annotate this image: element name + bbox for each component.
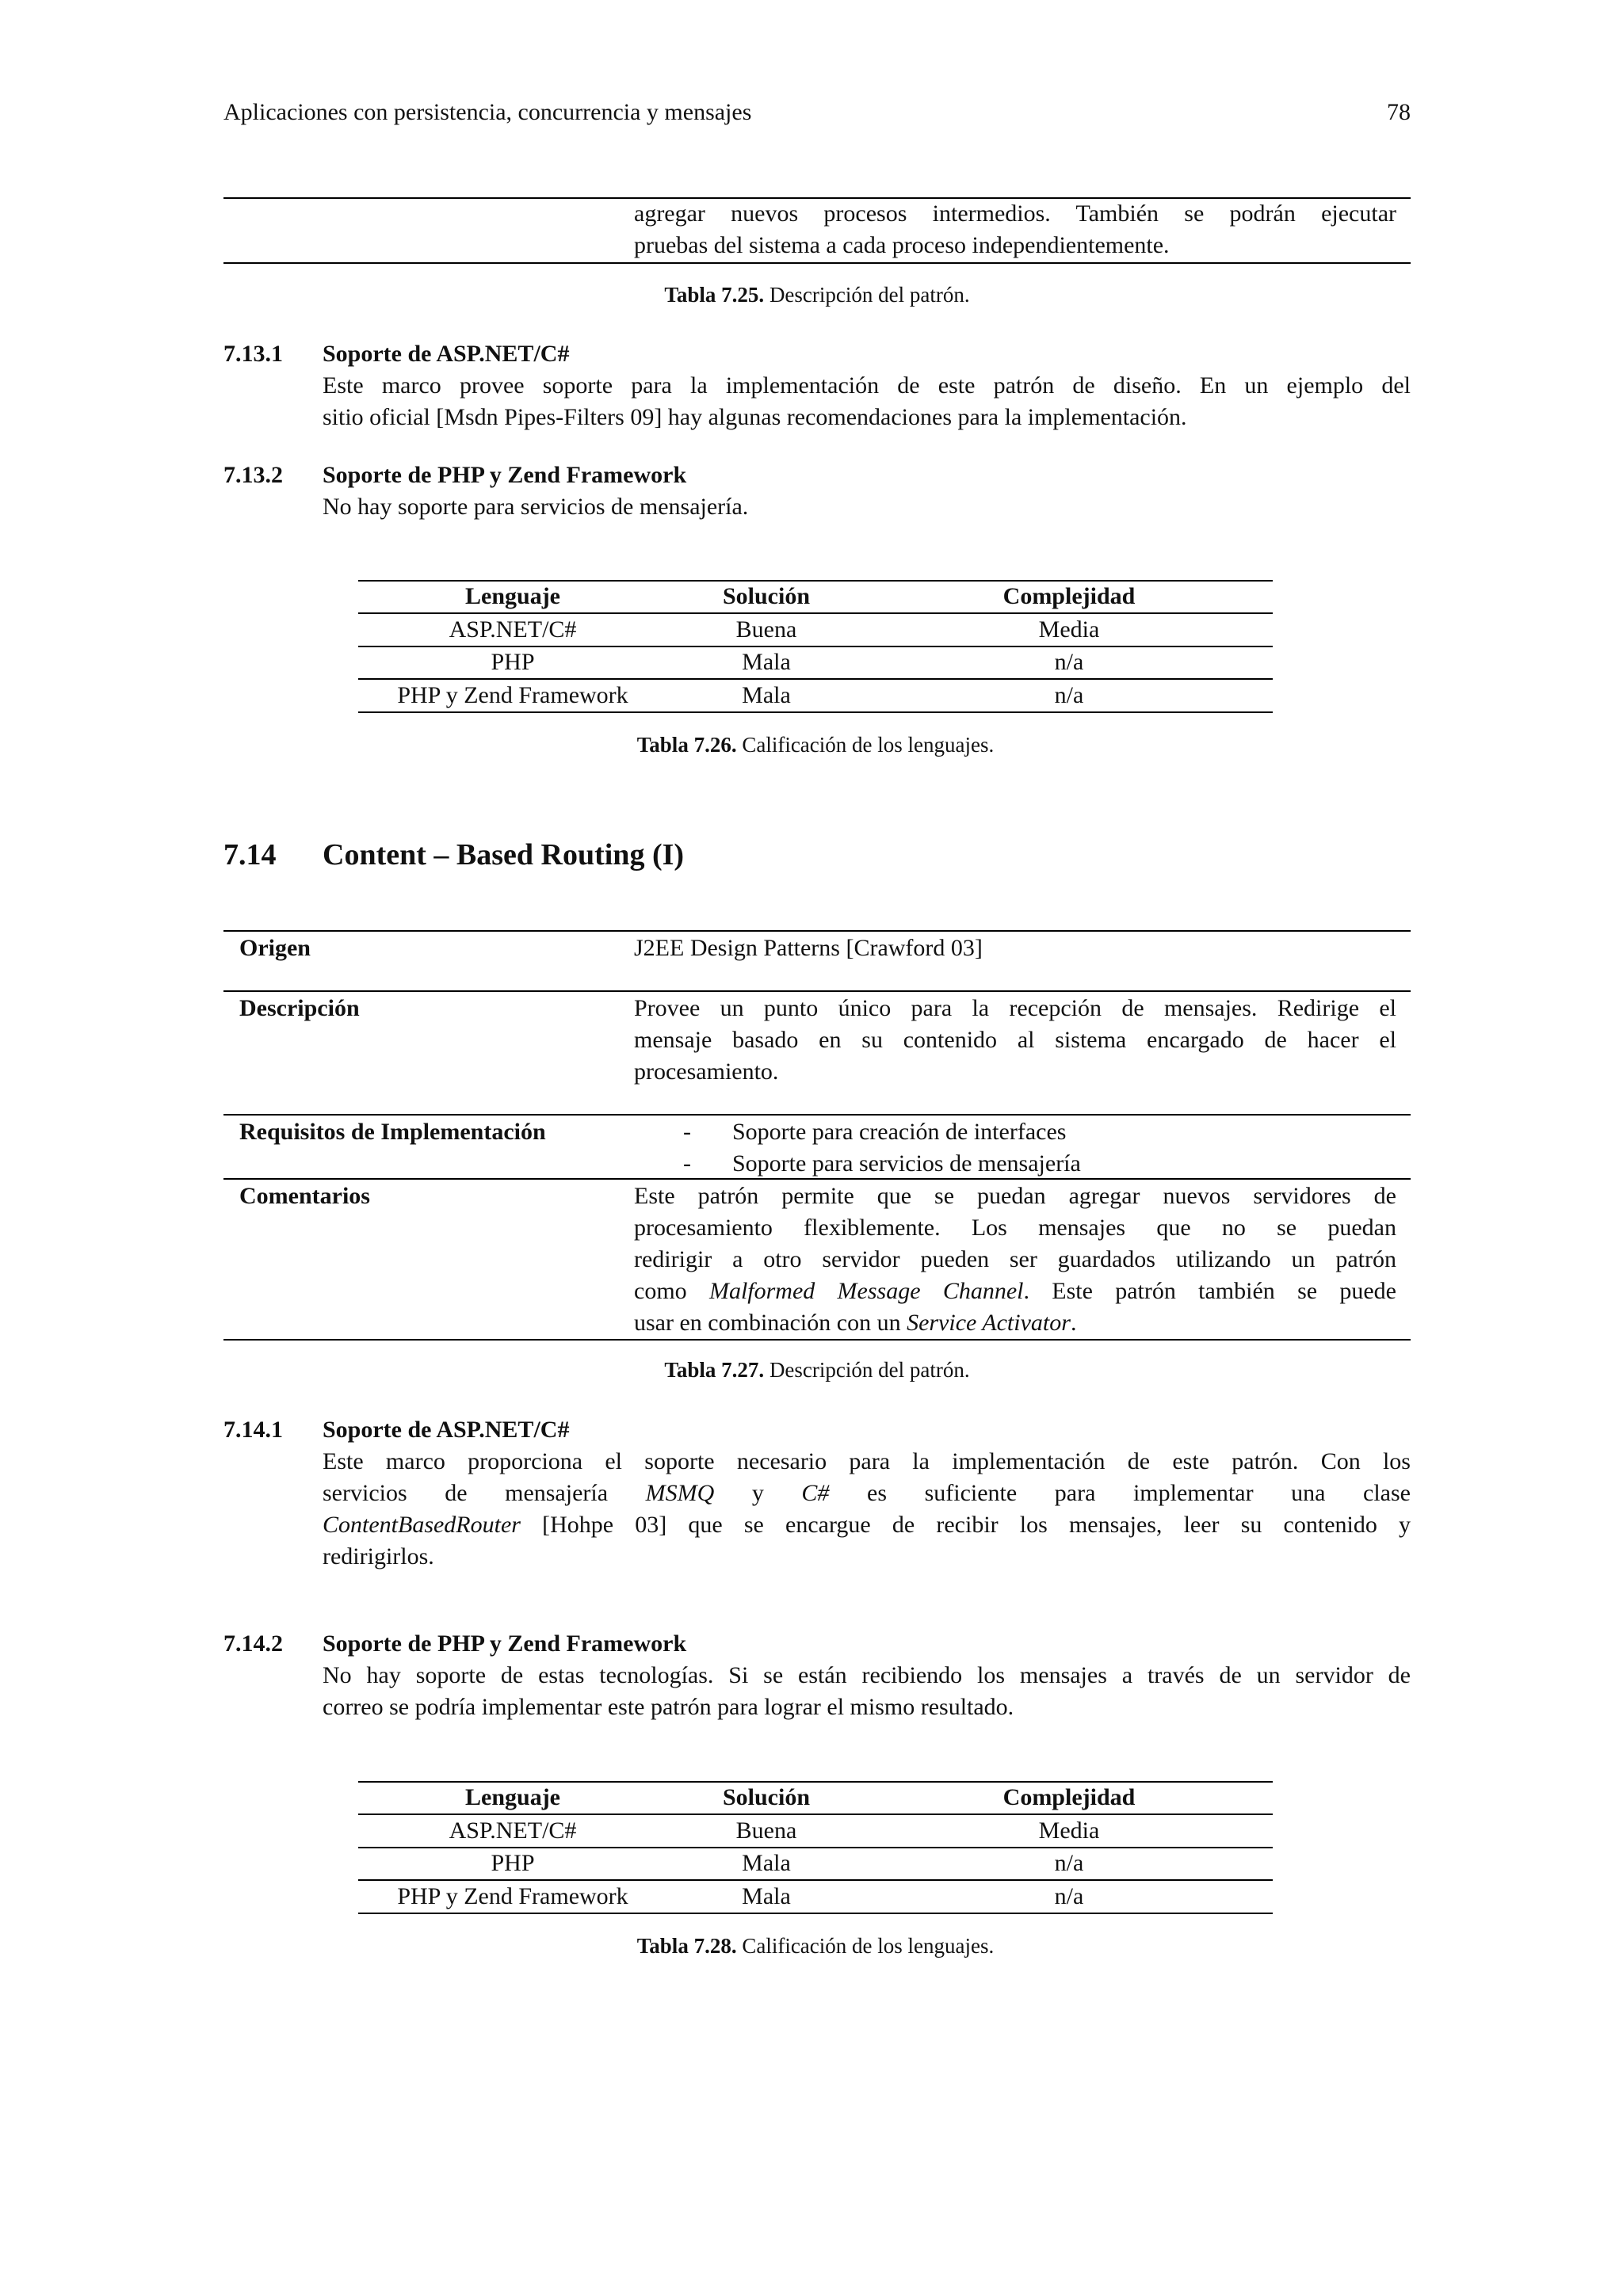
- row-value-line: mensaje basado en su contenido al sistema encargado de hacer el: [634, 1027, 1396, 1053]
- table-header-row: [358, 581, 1273, 612]
- table-row: [358, 680, 1273, 711]
- table-row: [358, 1815, 1273, 1847]
- text-run: como: [634, 1278, 709, 1304]
- table-cell-line: pruebas del sistema a cada proceso independientemente.: [634, 232, 1170, 258]
- table-rule: [358, 1913, 1273, 1914]
- list-item-text: Soporte para creación de interfaces: [732, 1119, 1067, 1145]
- header-cell: Lenguaje: [465, 1784, 560, 1810]
- section-number: 7.14.1: [223, 1417, 283, 1443]
- paragraph-line: correo se podría implementar este patrón para lograr el mismo resultado.: [323, 1694, 1014, 1720]
- section-title: Soporte de PHP y Zend Framework: [323, 462, 687, 488]
- paragraph-line: [323, 1509, 1411, 1541]
- paragraph-line: redirigirlos.: [323, 1543, 434, 1569]
- row-value-line: [634, 1276, 1396, 1307]
- table-cell: PHP y Zend Framework: [397, 682, 628, 708]
- table-cell: n/a: [1054, 649, 1084, 675]
- class-name: ContentBasedRouter: [323, 1512, 521, 1538]
- table-caption: [358, 1932, 1273, 1959]
- section-number: 7.14: [223, 838, 277, 871]
- page-number: 78: [1387, 99, 1411, 125]
- section-heading: Content – Based Routing (I): [323, 838, 685, 871]
- caption-text: Descripción del patrón.: [769, 1358, 970, 1382]
- caption-text: Descripción del patrón.: [769, 283, 970, 307]
- row-value-line: procesamiento flexiblemente. Los mensajes que no se puedan: [634, 1215, 1396, 1241]
- table-row: [358, 1881, 1273, 1913]
- table-rule: [223, 930, 1411, 932]
- row-label: Comentarios: [239, 1183, 370, 1209]
- table-row: [358, 614, 1273, 646]
- row-label: Requisitos de Implementación: [239, 1119, 546, 1145]
- table-cell: Media: [1038, 616, 1100, 643]
- table-rule: [223, 1178, 1411, 1180]
- table-cell: Buena: [735, 616, 797, 643]
- text-run: servicios de mensajería: [323, 1480, 646, 1506]
- row-value-line: redirigir a otro servidor pueden ser guardados utilizando un patrón: [634, 1246, 1396, 1272]
- table-header-row: [358, 1782, 1273, 1814]
- caption-label: Tabla 7.25.: [664, 283, 765, 307]
- table-cell: ASP.NET/C#: [449, 1817, 577, 1844]
- section-number: 7.13.2: [223, 462, 283, 488]
- list-item-text: Soporte para servicios de mensajería: [732, 1150, 1081, 1177]
- table-row: [358, 1848, 1273, 1879]
- paragraph-line: [323, 1478, 1411, 1509]
- paragraph-line: sitio oficial [Msdn Pipes-Filters 09] hay algunas recomendaciones para la implementación.: [323, 404, 1187, 430]
- header-cell: Solución: [722, 1784, 811, 1810]
- table-cell: PHP y Zend Framework: [397, 1883, 628, 1909]
- table-caption: [223, 281, 1411, 308]
- table-rule: [223, 990, 1411, 992]
- caption-text: Calificación de los lenguajes.: [742, 1934, 995, 1958]
- pattern-name: Malformed Message Channel: [708, 1278, 1024, 1304]
- section-title: Soporte de ASP.NET/C#: [323, 341, 570, 367]
- row-value-line: Este patrón permite que se puedan agregar nuevos servidores de: [634, 1183, 1396, 1209]
- header-cell: Lenguaje: [465, 583, 560, 609]
- table-cell: n/a: [1054, 682, 1084, 708]
- caption-label: Tabla 7.27.: [664, 1358, 765, 1382]
- bullet-dash: -: [683, 1119, 691, 1145]
- table-cell: n/a: [1054, 1883, 1084, 1909]
- header-cell: Complejidad: [1002, 583, 1136, 609]
- row-value-line: Provee un punto único para la recepción de mensajes. Redirige el: [634, 995, 1396, 1021]
- paragraph-line: Este marco provee soporte para la implementación de este patrón de diseño. En un ejemplo del: [323, 372, 1411, 399]
- text-run: usar en combinación con un: [634, 1310, 907, 1336]
- section-title: Soporte de ASP.NET/C#: [323, 1417, 570, 1443]
- paragraph-line: No hay soporte de estas tecnologías. Si se están recibiendo los mensajes a través de un servidor de: [323, 1662, 1411, 1688]
- running-title: Aplicaciones con persistencia, concurrencia y mensajes: [223, 99, 752, 125]
- list-item: [683, 1148, 1317, 1180]
- table-cell: ASP.NET/C#: [449, 616, 577, 643]
- table-cell: Mala: [742, 682, 791, 708]
- table-cell: Media: [1038, 1817, 1100, 1844]
- caption-text: Calificación de los lenguajes.: [742, 733, 995, 757]
- table-row: [358, 646, 1273, 678]
- row-label: Origen: [239, 935, 311, 961]
- bullet-dash: -: [683, 1150, 691, 1177]
- table-cell: Mala: [742, 1850, 791, 1876]
- section-number: 7.13.1: [223, 341, 283, 367]
- row-value-line: procesamiento.: [634, 1058, 779, 1085]
- section-number: 7.14.2: [223, 1630, 283, 1657]
- header-cell: Solución: [722, 583, 811, 609]
- table-rule: [223, 1114, 1411, 1116]
- table-cell: PHP: [491, 649, 535, 675]
- text-run: [Hohpe 03] que se encargue de recibir los mensajes, leer su contenido y: [520, 1512, 1411, 1538]
- text-run: .: [1070, 1310, 1077, 1336]
- table-cell: Mala: [742, 1883, 791, 1909]
- table-cell: PHP: [491, 1850, 535, 1876]
- caption-label: Tabla 7.28.: [636, 1934, 737, 1958]
- row-value-line: [634, 1307, 1396, 1339]
- table-rule: [358, 711, 1273, 713]
- table-caption: [358, 731, 1273, 758]
- row-label: Descripción: [239, 995, 360, 1021]
- text-run: . Este patrón también se puede: [1023, 1278, 1396, 1304]
- paragraph-line: No hay soporte para servicios de mensajería.: [323, 494, 749, 520]
- table-cell: Mala: [742, 649, 791, 675]
- text-run: es suficiente para implementar una clase: [829, 1480, 1411, 1506]
- section-title: Soporte de PHP y Zend Framework: [323, 1630, 687, 1657]
- table-cell: n/a: [1054, 1850, 1084, 1876]
- table-caption: [223, 1356, 1411, 1383]
- table-cell: Buena: [735, 1817, 797, 1844]
- table-cell-line: agregar nuevos procesos intermedios. También se podrán ejecutar: [634, 200, 1396, 227]
- paragraph-line: Este marco proporciona el soporte necesario para la implementación de este patrón. Con los: [323, 1448, 1411, 1474]
- caption-label: Tabla 7.26.: [636, 733, 737, 757]
- row-value: J2EE Design Patterns [Crawford 03]: [634, 935, 983, 961]
- tech-name: MSMQ: [645, 1480, 715, 1506]
- pattern-name: Service Activator: [907, 1310, 1071, 1336]
- header-cell: Complejidad: [1002, 1784, 1136, 1810]
- table-bottom-rule: [223, 262, 1411, 264]
- text-run: y: [714, 1480, 802, 1506]
- tech-name: C#: [801, 1480, 830, 1506]
- list-item: [683, 1116, 1317, 1148]
- table-rule: [223, 1339, 1411, 1341]
